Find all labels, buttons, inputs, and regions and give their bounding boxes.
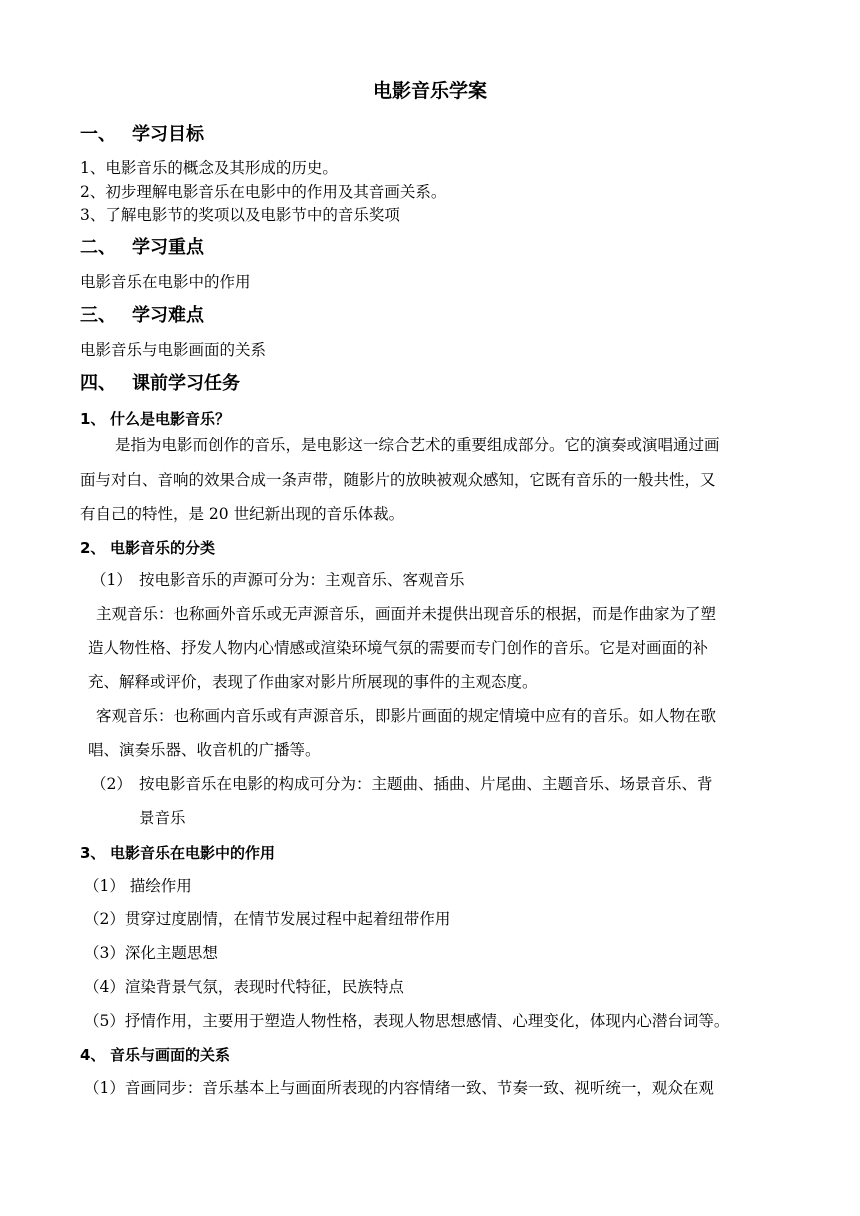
question-title: 音乐与画面的关系 xyxy=(110,1046,231,1064)
question-title: 电影音乐的分类 xyxy=(110,539,216,557)
section-number: 二、 xyxy=(80,237,116,258)
paragraph-line: 充、解释或评价，表现了作曲家对影片所展现的事件的主观态度。 xyxy=(88,673,538,691)
difficulty-text: 电影音乐与电影画面的关系 xyxy=(80,341,267,359)
question-title: 电影音乐在电影中的作用 xyxy=(110,844,276,862)
list-item: （4）渲染背景气氛，表现时代特征，民族特点 xyxy=(84,978,404,996)
question-number: 1、 xyxy=(80,410,106,428)
paragraph-line: 是指为电影而创作的音乐，是电影这一综合艺术的重要组成部分。它的演奏或演唱通过画 xyxy=(115,436,720,454)
question-number: 3、 xyxy=(80,844,106,862)
list-item: （5）抒情作用，主要用于塑造人物性格，表现人物思想感情、心理变化，体现内心潜台词等。 xyxy=(84,1012,730,1030)
section-title: 课前学习任务 xyxy=(132,373,240,394)
list-item: （1）音画同步：音乐基本上与画面所表现的内容情绪一致、节奏一致、视听统一，观众在观 xyxy=(84,1079,714,1097)
paragraph-line: 客观音乐：也称画内音乐或有声源音乐，即影片画面的规定情境中应有的音乐。如人物在歌 xyxy=(96,707,717,725)
paragraph-line: 有自己的特性，是 20 世纪新出现的音乐体裁。 xyxy=(80,505,405,523)
section-title: 学习重点 xyxy=(132,237,204,258)
section-heading-goals xyxy=(80,124,204,146)
goal-item: 2、初步理解电影音乐在电影中的作用及其音画关系。 xyxy=(80,183,447,201)
section-number: 三、 xyxy=(80,305,116,326)
section-heading-key-point xyxy=(80,237,204,259)
goal-item: 1、电影音乐的概念及其形成的历史。 xyxy=(80,159,338,177)
list-item-number: （1） xyxy=(91,571,132,589)
page-title: 电影音乐学案 xyxy=(372,80,487,102)
list-item: （2）贯穿过度剧情，在情节发展过程中起着纽带作用 xyxy=(84,910,451,928)
paragraph-line: 唱、演奏乐器、收音机的广播等。 xyxy=(88,741,321,759)
list-item xyxy=(91,774,713,794)
key-point-text: 电影音乐在电影中的作用 xyxy=(80,273,251,291)
list-item-text: 按电影音乐在电影的构成可分为：主题曲、插曲、片尾曲、主题音乐、场景音乐、背 xyxy=(139,775,713,793)
section-title: 学习目标 xyxy=(132,124,204,145)
section-number: 四、 xyxy=(80,373,116,394)
goal-item: 3、了解电影节的奖项以及电影节中的音乐奖项 xyxy=(80,206,400,224)
question-heading-2 xyxy=(80,538,215,558)
paragraph-line: 面与对白、音响的效果合成一条声带，随影片的放映被观众感知，它既有音乐的一般共性，又 xyxy=(80,471,716,489)
question-number: 4、 xyxy=(80,1046,106,1064)
section-title: 学习难点 xyxy=(132,305,204,326)
list-item-text: 按电影音乐的声源可分为：主观音乐、客观音乐 xyxy=(139,571,465,589)
section-number: 一、 xyxy=(80,124,116,145)
question-heading-3 xyxy=(80,843,275,863)
section-heading-difficulty xyxy=(80,305,204,327)
list-item xyxy=(91,570,465,590)
question-number: 2、 xyxy=(80,539,106,557)
list-item: （3）深化主题思想 xyxy=(84,944,218,962)
question-title: 什么是电影音乐？ xyxy=(110,410,231,428)
paragraph-line: 造人物性格、抒发人物内心情感或渲染环境气氛的需要而专门创作的音乐。它是对画面的补 xyxy=(88,639,709,657)
question-heading-4 xyxy=(80,1045,230,1065)
paragraph-line: 景音乐 xyxy=(139,809,186,827)
question-heading-1 xyxy=(80,409,230,429)
paragraph-line: 主观音乐：也称画外音乐或无声源音乐，画面并未提供出现音乐的根据，而是作曲家为了塑 xyxy=(96,605,717,623)
list-item: （1） 描绘作用 xyxy=(84,877,192,895)
section-heading-tasks xyxy=(80,373,240,395)
list-item-number: （2） xyxy=(91,775,132,793)
